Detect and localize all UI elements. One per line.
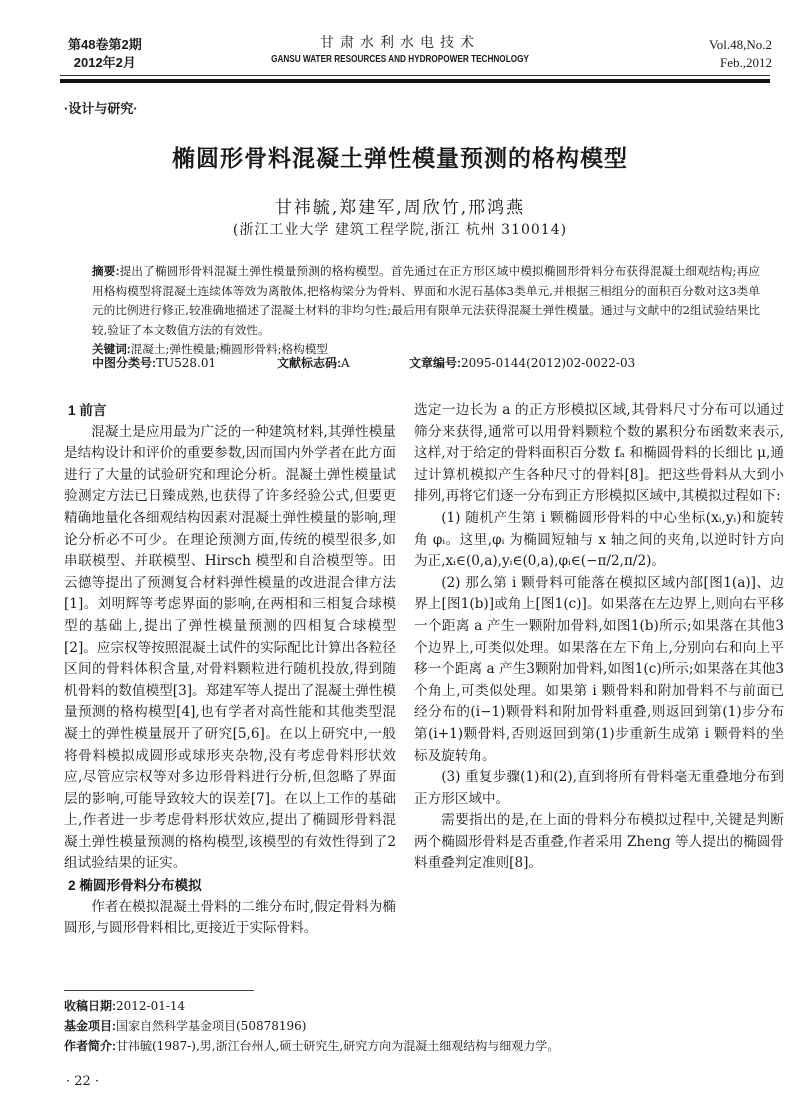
paper-title: 椭圆形骨料混凝土弹性模量预测的格构模型 bbox=[172, 145, 628, 171]
paragraph: 选定一边长为 a 的正方形模拟区域,其骨料尺寸分布可以通过筛分来获得,通常可以用骨料颗粒个数的累积分布函数来表示,这样,对于给定的骨料面积百分数 fₐ 和椭圆骨料的长细比 μ,通过计算机模拟产生各种尺寸的骨料[8]。把这些骨料从大到小排列,再将它们逐一分布到正方形模拟区域中,其模拟过程如下: bbox=[414, 402, 784, 505]
clc-label: 中图分类号: bbox=[92, 356, 156, 370]
footnotes bbox=[64, 996, 559, 1056]
journal-name bbox=[240, 34, 560, 68]
vol-en: Vol.48,No.2 bbox=[709, 37, 772, 52]
left-column bbox=[64, 400, 396, 940]
column-tag: ·设计与研究· bbox=[64, 101, 138, 116]
paragraph: (2) 那么第 i 颗骨料可能落在模拟区域内部[图1(a)]、边界上[图1(b)]或角上[图1(c)]。如果落在左边界上,则向右平移一个距离 a 产生一颗附加骨料,如图1(b)所示;如果落在其他3个边界上,可类似处理。如果落在左下角上,分别向右和向上平移一个距离 a 产生3颗附加骨料,如图1(c)所示;如果落在其他3个角上,可类似处理。如果第 i 颗骨料和附加骨料不与前面已经分布的(i−1)颗骨料和附加骨料重叠,则返回到第(1)步分布第(i+1)颗骨料,否则返回到第(1)步重新生成第 i 颗骨料的坐标及旋转角。 bbox=[414, 574, 784, 764]
received-label: 收稿日期: bbox=[64, 999, 116, 1013]
fund: 国家自然科学基金项目(50878196) bbox=[116, 1019, 307, 1033]
affiliation: (浙江工业大学 建筑工程学院,浙江 杭州 310014) bbox=[232, 222, 568, 238]
paragraph: (1) 随机产生第 i 颗椭圆形骨料的中心坐标(xᵢ,yᵢ)和旋转角 φᵢ。这里,φᵢ 为椭圆短轴与 x 轴之间的夹角,以逆时针方向为正,xᵢ∈(0,a),yᵢ∈(0,a),φᵢ∈(−π/2,π/2)。 bbox=[414, 509, 784, 570]
abstract-text: 提出了椭圆形骨料混凝土弹性模量预测的格构模型。首先通过在正方形区域中模拟椭圆形骨料分布获得混凝土细观结构;再应用格构模型将混凝土连续体等效为离散体,把格构梁分为骨料、界面和水泥石基体3类单元,并根据三相组分的面积百分数对这3类单元的比例进行修正,较准确地描述了混凝土材料的非均匀性;最后用有限单元法获得混凝土弹性模量。通过与文献中的2组试验结果比较,验证了本文数值方法的有效性。 bbox=[92, 264, 760, 337]
section-heading: 1 前言 bbox=[68, 403, 107, 418]
footnote-rule bbox=[64, 990, 254, 991]
fund-label: 基金项目: bbox=[64, 1019, 116, 1033]
header-rule-thick bbox=[60, 79, 770, 83]
right-column bbox=[414, 400, 784, 875]
volume-info bbox=[709, 36, 772, 72]
abstract-label: 摘要: bbox=[92, 265, 120, 278]
doc-code-label: 文献标志码: bbox=[277, 356, 341, 370]
page-number: · 22 · bbox=[66, 1074, 100, 1089]
keywords-label: 关键词: bbox=[92, 343, 131, 356]
date-en: Feb.,2012 bbox=[720, 55, 772, 70]
paragraph: 作者在模拟混凝土骨料的二维分布时,假定骨料为椭圆形,与圆形骨料相比,更接近于实际骨料。 bbox=[64, 898, 396, 937]
issue-info bbox=[68, 36, 142, 72]
paragraph: 混凝土是应用最为广泛的一种建筑材料,其弹性模量是结构设计和评价的重要参数,因而国内外学者在此方面进行了大量的试验研究和理论分析。混凝土弹性模量试验测定方法已日臻成熟,也获得了许多经验公式,但要更精确地量化各细观结构因素对混凝土弹性模量的影响,理论分析必不可少。在理论预测方面,传统的模型很多,如串联模型、并联模型、Hirsch 模型和自洽模型等。田云德等提出了预测复合材料弹性模量的改进混合律方法[1]。刘明辉等考虑界面的影响,在两相和三相复合球模型的基础上,提出了弹性模量预测的四相复合球模型[2]。应宗权等按照混凝土试件的实际配比计算出各粒径区间的骨料体积含量,对骨料颗粒进行随机投放,得到随机骨料的数值模型[3]。郑建军等人提出了混凝土弹性模量预测的格构模型[4],也有学者对高性能和其他类型混凝土的弹性模量展开了研究[5,6]。在以上研究中,一般将骨料模拟成圆形或球形夹杂物,没有考虑骨料形状效应,尽管应宗权等对多边形骨料进行分析,但忽略了界面层的影响,可能导致较大的误差[7]。在以上工作的基础上,作者进一步考虑骨料形状效应,提出了椭圆形骨料混凝土弹性模量预测的格构模型,该模型的有效性得到了2组试验结果的证实。 bbox=[64, 423, 396, 872]
authors: 甘祎毓,郑建军,周欣竹,邢鸿燕 bbox=[274, 198, 526, 218]
keywords: 混凝土;弹性模量;椭圆形骨料;格构模型 bbox=[130, 342, 328, 356]
doc-code: A bbox=[341, 356, 350, 370]
paragraph: 需要指出的是,在上面的骨料分布模拟过程中,关键是判断两个椭圆形骨料是否重叠,作者采用 Zheng 等人提出的椭圆骨料重叠判定准则[8]。 bbox=[414, 812, 784, 872]
abstract bbox=[92, 262, 760, 360]
paragraph: (3) 重复步骤(1)和(2),直到将所有骨料毫无重叠地分布到正方形区域中。 bbox=[414, 769, 784, 807]
issue-cn: 第48卷第2期 bbox=[68, 37, 142, 52]
author-bio-label: 作者简介: bbox=[64, 1039, 116, 1053]
clc: TU528.01 bbox=[156, 356, 217, 370]
article-no-label: 文章编号: bbox=[409, 356, 461, 370]
header-rule-thin bbox=[60, 75, 770, 76]
journal-cn: 甘肃水利水电技术 bbox=[320, 35, 480, 51]
date-cn: 2012年2月 bbox=[73, 55, 136, 70]
section-heading: 2 椭圆形骨料分布模拟 bbox=[68, 878, 202, 894]
classification-info bbox=[92, 354, 772, 371]
article-no: 2095-0144(2012)02-0022-03 bbox=[461, 356, 636, 370]
journal-en: GANSU WATER RESOURCES AND HYDROPOWER TECHNOLOGY bbox=[271, 54, 529, 65]
author-bio: 甘祎毓(1987-),男,浙江台州人,硕士研究生,研究方向为混凝土细观结构与细观力学。 bbox=[116, 1039, 560, 1053]
received-date: 2012-01-14 bbox=[116, 999, 186, 1013]
